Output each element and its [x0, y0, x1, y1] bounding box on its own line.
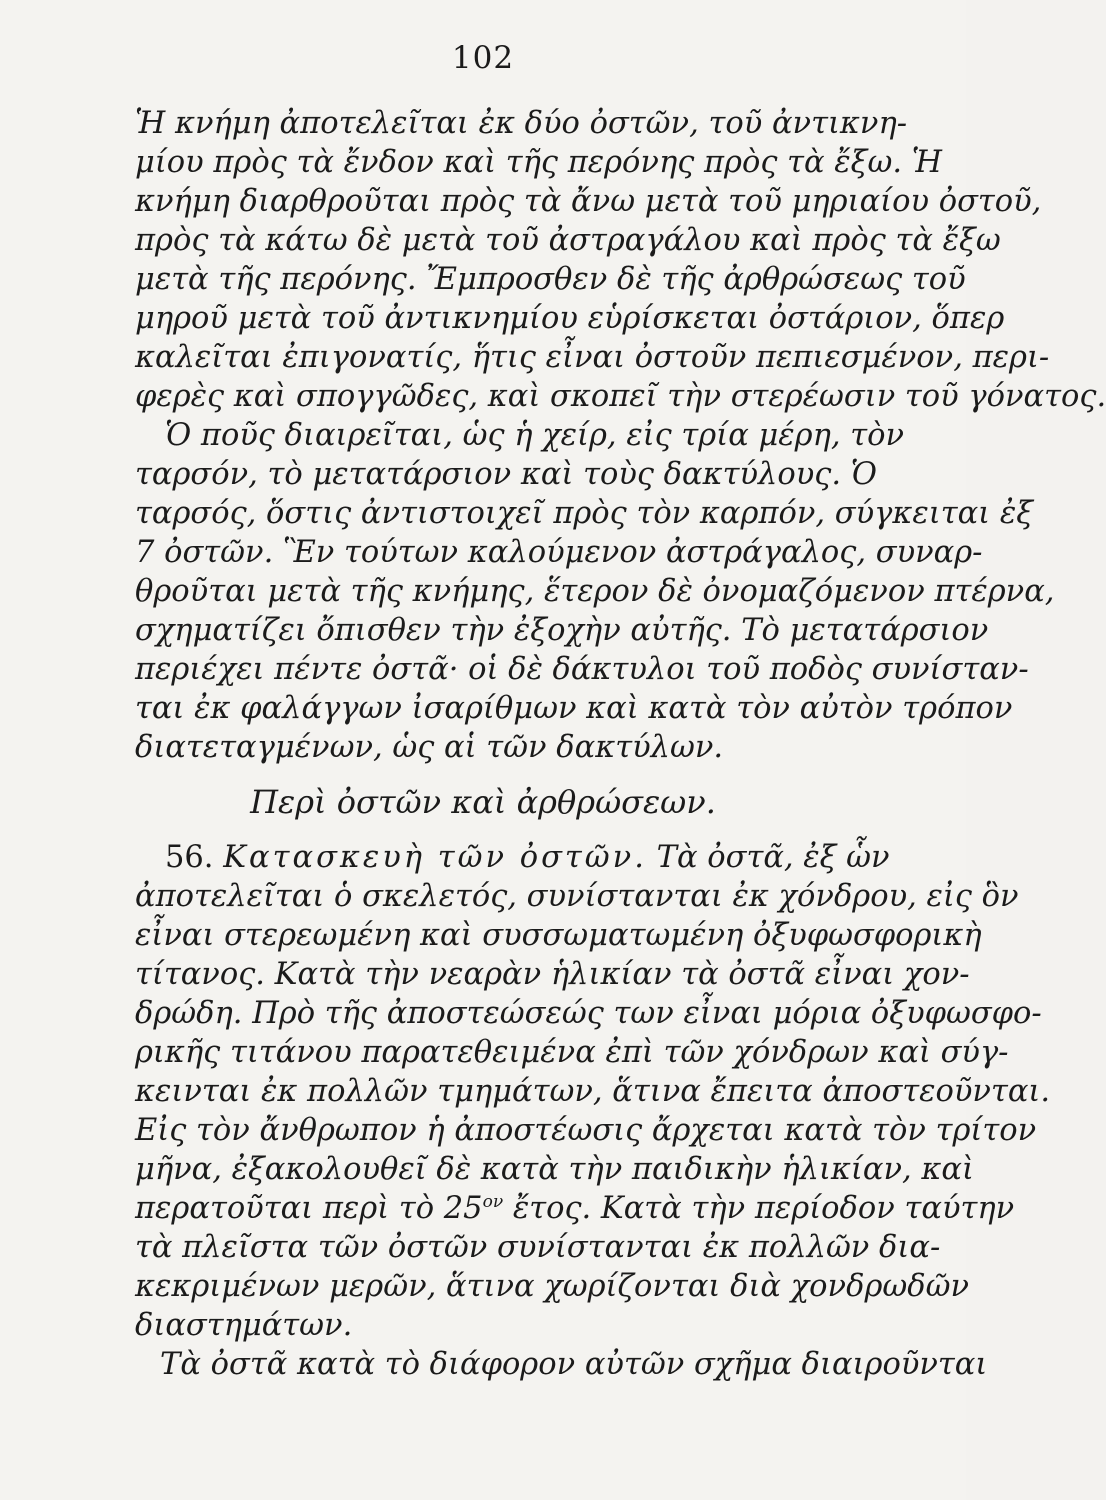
section-title: Κατασκευὴ τῶν ὀστῶν.	[223, 840, 647, 875]
text-line: κεινται ἐκ πολλῶν τμημάτων, ἅτινα ἔπειτα ἀποστεοῦνται.	[135, 1074, 1051, 1109]
text-line: δρώδη. Πρὸ τῆς ἀποστεώσεώς των εἶναι μόρια ὀξυφωσφο-	[135, 996, 1042, 1031]
page-number: 102	[451, 40, 515, 76]
text-line: ἀποτελεῖται ὁ σκελετός, συνίστανται ἐκ χόνδρου, εἰς ὃν	[135, 879, 1019, 914]
text-line: μηροῦ μετὰ τοῦ ἀντικνημίου εὑρίσκεται ὀστάριον, ὅπερ	[135, 301, 1005, 336]
section-first-line-text: Τὰ ὀστᾶ, ἐξ ὧν	[656, 840, 890, 875]
text-line: ρικῆς τιτάνου παρατεθειμένα ἐπὶ τῶν χόνδρων καὶ σύγ-	[135, 1035, 1009, 1070]
text-line: διαστημάτων.	[135, 1308, 353, 1343]
text-line: τὰ πλεῖστα τῶν ὀστῶν συνίστανται ἐκ πολλῶν δια-	[135, 1230, 941, 1265]
section-number: 56.	[165, 840, 214, 875]
text-line: διατεταγμένων, ὡς αἱ τῶν δακτύλων.	[135, 730, 724, 765]
text-fragment: ἔτος. Κατὰ τὴν περίοδον ταύτην	[503, 1191, 1015, 1226]
text-line: κεκριμένων μερῶν, ἅτινα χωρίζονται διὰ χονδρωδῶν	[135, 1269, 970, 1304]
text-line: κνήμη διαρθροῦται πρὸς τὰ ἄνω μετὰ τοῦ μηριαίου ὀστοῦ,	[135, 184, 1042, 219]
text-line: Ὁ ποῦς διαιρεῖται, ὡς ἡ χείρ, εἰς τρία μέρη, τὸν	[165, 418, 905, 453]
text-line: καλεῖται ἐπιγονατίς, ἥτις εἶναι ὀστοῦν πεπιεσμένον, περι-	[135, 340, 1050, 375]
section-first-line	[165, 840, 890, 876]
text-line: 7 ὀστῶν. Ἓν τούτων καλούμενον ἀστράγαλος, συναρ-	[135, 535, 983, 570]
text-line: μίου πρὸς τὰ ἔνδον καὶ τῆς περόνης πρὸς τὰ ἔξω. Ἡ	[135, 145, 942, 180]
ordinal-superscript: ον	[482, 1191, 504, 1212]
text-line: Ἡ κνήμη ἀποτελεῖται ἐκ δύο ὀστῶν, τοῦ ἀντικνη-	[135, 106, 908, 141]
text-line: ταρσόν, τὸ μετατάρσιον καὶ τοὺς δακτύλους. Ὁ	[135, 457, 877, 492]
text-fragment: περατοῦται περὶ τὸ 25	[135, 1191, 483, 1226]
text-line: τίτανος. Κατὰ τὴν νεαρὰν ἡλικίαν τὰ ὀστᾶ εἶναι χον-	[135, 957, 970, 992]
section-heading: Περὶ ὀστῶν καὶ ἀρθρώσεων.	[250, 783, 716, 821]
text-line: ται ἐκ φαλάγγων ἰσαρίθμων καὶ κατὰ τὸν αὐτὸν τρόπον	[135, 691, 1013, 726]
text-line: ταρσός, ὅστις ἀντιστοιχεῖ πρὸς τὸν καρπόν, σύγκειται ἐξ	[135, 496, 1033, 531]
text-line: πρὸς τὰ κάτω δὲ μετὰ τοῦ ἀστραγάλου καὶ πρὸς τὰ ἔξω	[135, 223, 1001, 258]
text-line: περιέχει πέντε ὀστᾶ· οἱ δὲ δάκτυλοι τοῦ ποδὸς συνίσταν-	[135, 652, 1029, 687]
text-line: Εἰς τὸν ἄνθρωπον ἡ ἀποστέωσις ἄρχεται κατὰ τὸν τρίτον	[135, 1113, 1037, 1148]
text-line: θροῦται μετὰ τῆς κνήμης, ἕτερον δὲ ὀνομαζόμενον πτέρνα,	[135, 574, 1055, 609]
text-line: φερὲς καὶ σπογγῶδες, καὶ σκοπεῖ τὴν στερέωσιν τοῦ γόνατος.	[135, 379, 1106, 414]
text-line: Τὰ ὀστᾶ κατὰ τὸ διάφορον αὐτῶν σχῆμα διαιροῦνται	[160, 1347, 988, 1382]
text-line	[135, 1191, 1015, 1227]
text-line: σχηματίζει ὄπισθεν τὴν ἐξοχὴν αὐτῆς. Τὸ μετατάρσιον	[135, 613, 989, 648]
text-line: μῆνα, ἐξακολουθεῖ δὲ κατὰ τὴν παιδικὴν ἡλικίαν, καὶ	[135, 1152, 974, 1187]
text-line: εἶναι στερεωμένη καὶ συσσωματωμένη ὀξυφωσφορικὴ	[135, 918, 982, 953]
text-line: μετὰ τῆς περόνης. Ἔμπροσθεν δὲ τῆς ἀρθρώσεως τοῦ	[135, 262, 966, 297]
